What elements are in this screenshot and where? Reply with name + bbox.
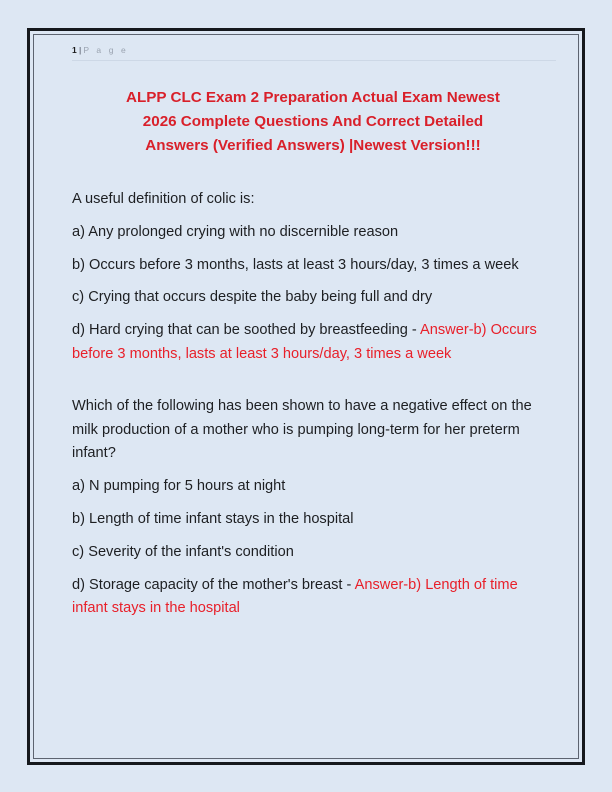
option-text: d) Storage capacity of the mother's breast - — [72, 576, 355, 593]
question-option: a) N pumping for 5 hours at night — [72, 478, 286, 495]
question-block — [72, 395, 554, 621]
title-line-1: ALPP CLC Exam 2 Preparation Actual Exam Newest — [126, 89, 500, 106]
document-title — [82, 86, 544, 158]
document-page-content — [34, 35, 578, 758]
question-option: b) Length of time infant stays in the hospital — [72, 510, 354, 527]
document-page-inner-border — [33, 34, 579, 759]
question-option-with-answer — [72, 319, 554, 367]
question-stem: A useful definition of colic is: — [72, 191, 255, 207]
question-option: c) Severity of the infant's condition — [72, 543, 294, 560]
page-indicator — [72, 44, 556, 56]
title-line-2: 2026 Complete Questions And Correct Detailed — [142, 113, 484, 130]
question-option-with-answer — [72, 574, 554, 622]
page-label: P a g e — [83, 45, 129, 55]
question-list — [72, 188, 562, 621]
document-page-frame — [27, 28, 585, 765]
title-line-3: Answers (Verified Answers) |Newest Version!!! — [145, 137, 481, 154]
answer-text: Answer-b) Occurs before 3 months, lasts at least 3 hours/day, 3 times a week — [72, 322, 537, 362]
running-header — [72, 44, 556, 61]
answer-text: Answer-b) Length of time infant stays in the hospital — [72, 576, 518, 617]
question-option: c) Crying that occurs despite the baby being full and dry — [72, 289, 433, 306]
question-block — [72, 188, 554, 367]
question-option: a) Any prolonged crying with no discernible reason — [72, 223, 399, 240]
question-stem: Which of the following has been shown to have a negative effect on the milk production of a mother who is pumping long-term for her preterm infant? — [72, 397, 532, 462]
question-option: b) Occurs before 3 months, lasts at least 3 hours/day, 3 times a week — [72, 256, 519, 273]
header-separator: | — [78, 45, 82, 55]
option-text: d) Hard crying that can be soothed by breastfeeding - — [72, 322, 421, 339]
page-number: 1 — [72, 45, 77, 55]
